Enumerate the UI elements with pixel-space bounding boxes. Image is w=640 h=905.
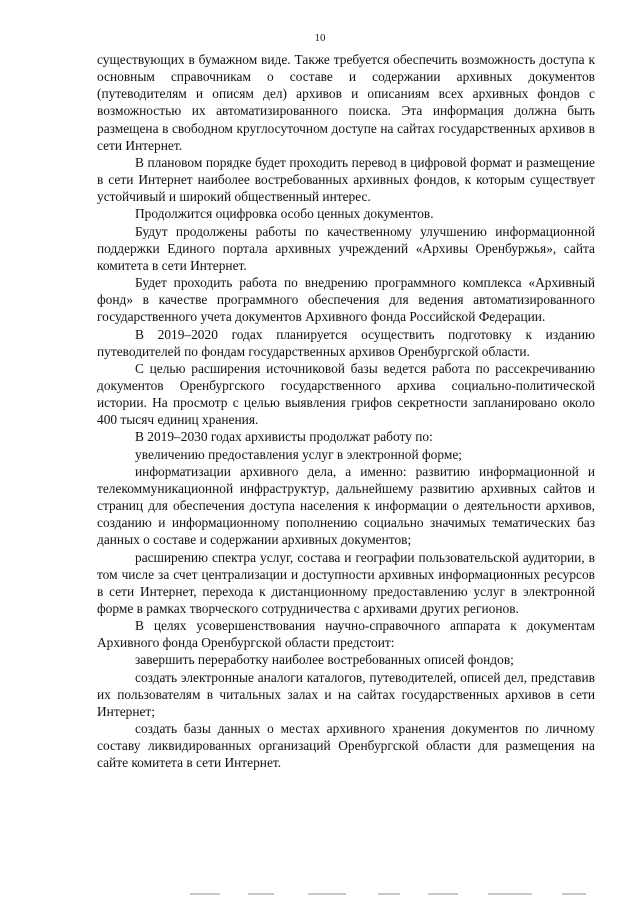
paragraph: Будет проходить работа по внедрению программного комплекса «Архивный фонд» в качестве программного обеспечения для ведения автоматизированного государственного учета документов Архивного фонда Российской Федерации. — [97, 275, 595, 325]
scan-artifact-mark — [562, 893, 586, 895]
paragraph: увеличению предоставления услуг в электронной форме; — [135, 446, 463, 462]
paragraph: информатизации архивного дела, а именно: развитию информационной и телекоммуникационной инфраструктур, дальнейшему развитию архивных сайтов и страниц для обеспечения доступа населения к информации о деятельности архивов, созданию и информационному пополнению социально значимых тематических баз данных о составе и содержании архивных документов; — [97, 463, 595, 548]
paragraph: завершить переработку наиболее востребованных описей фондов; — [135, 652, 514, 668]
paragraph: В 2019–2030 годах архивисты продолжат работу по: — [135, 429, 433, 445]
paragraph: В плановом порядке будет проходить перевод в цифровой формат и размещение в сети Интернет наиболее востребованных архивных фондов, к которым существует устойчивый и широкий общественный интерес. — [97, 154, 595, 205]
paragraph: существующих в бумажном виде. Также требуется обеспечить возможность доступа к основным справочникам о составе и содержании архивных документов (путеводителям и описям дел) архивов и описаниям всех архивных фондов с возможностью их автоматизированного поиска. Эта информация должна быть размещена в свободном круглосуточном доступе на сайтах государственных архивов в сети Интернет. — [97, 52, 595, 153]
paragraph: С целью расширения источниковой базы ведется работа по рассекречиванию документов Оренбургского государственного архива социально-политической истории. На просмотр с целью выявления грифов секретности запланировано около 400 тысяч единиц хранения. — [97, 360, 595, 428]
paragraph: расширению спектра услуг, состава и географии пользовательской аудитории, в том числе за счет централизации и доступности архивных информационных ресурсов в сети Интернет, перехода к дистанционному предоставлению услуг в электронной форме в рамках творческого сотрудничества с архивами других регионов. — [97, 549, 595, 616]
scan-artifact-mark — [378, 893, 400, 895]
page-number: 10 — [314, 32, 326, 44]
scan-artifact-mark — [190, 893, 220, 895]
paragraph: создать электронные аналоги каталогов, путеводителей, описей дел, представив их пользователям в читальных залах и на сайтах государственных архивов в сети Интернет; — [97, 669, 595, 719]
scan-artifact-mark — [248, 893, 274, 895]
scan-artifact-mark — [308, 893, 346, 895]
document-body — [97, 51, 595, 772]
scan-artifacts — [190, 893, 610, 896]
paragraph: В 2019–2020 годах планируется осуществить подготовку к изданию путеводителей по фондам государственных архивов Оренбургской области. — [97, 326, 595, 359]
paragraph: создать базы данных о местах архивного хранения документов по личному составу ликвидированных организаций Оренбургской области для размещения на сайте комитета в сети Интернет. — [97, 721, 595, 771]
paragraph: В целях усовершенствования научно-справочного аппарата к документам Архивного фонда Оренбургской области предстоит: — [97, 618, 595, 651]
paragraph: Будут продолжены работы по качественному улучшению информационной поддержки Единого портала архивных учреждений «Архивы Оренбуржья», сайта комитета в сети Интернет. — [97, 223, 595, 273]
scan-artifact-mark — [488, 893, 532, 895]
paragraph: Продолжится оцифровка особо ценных документов. — [135, 206, 434, 222]
scan-artifact-mark — [428, 893, 458, 895]
